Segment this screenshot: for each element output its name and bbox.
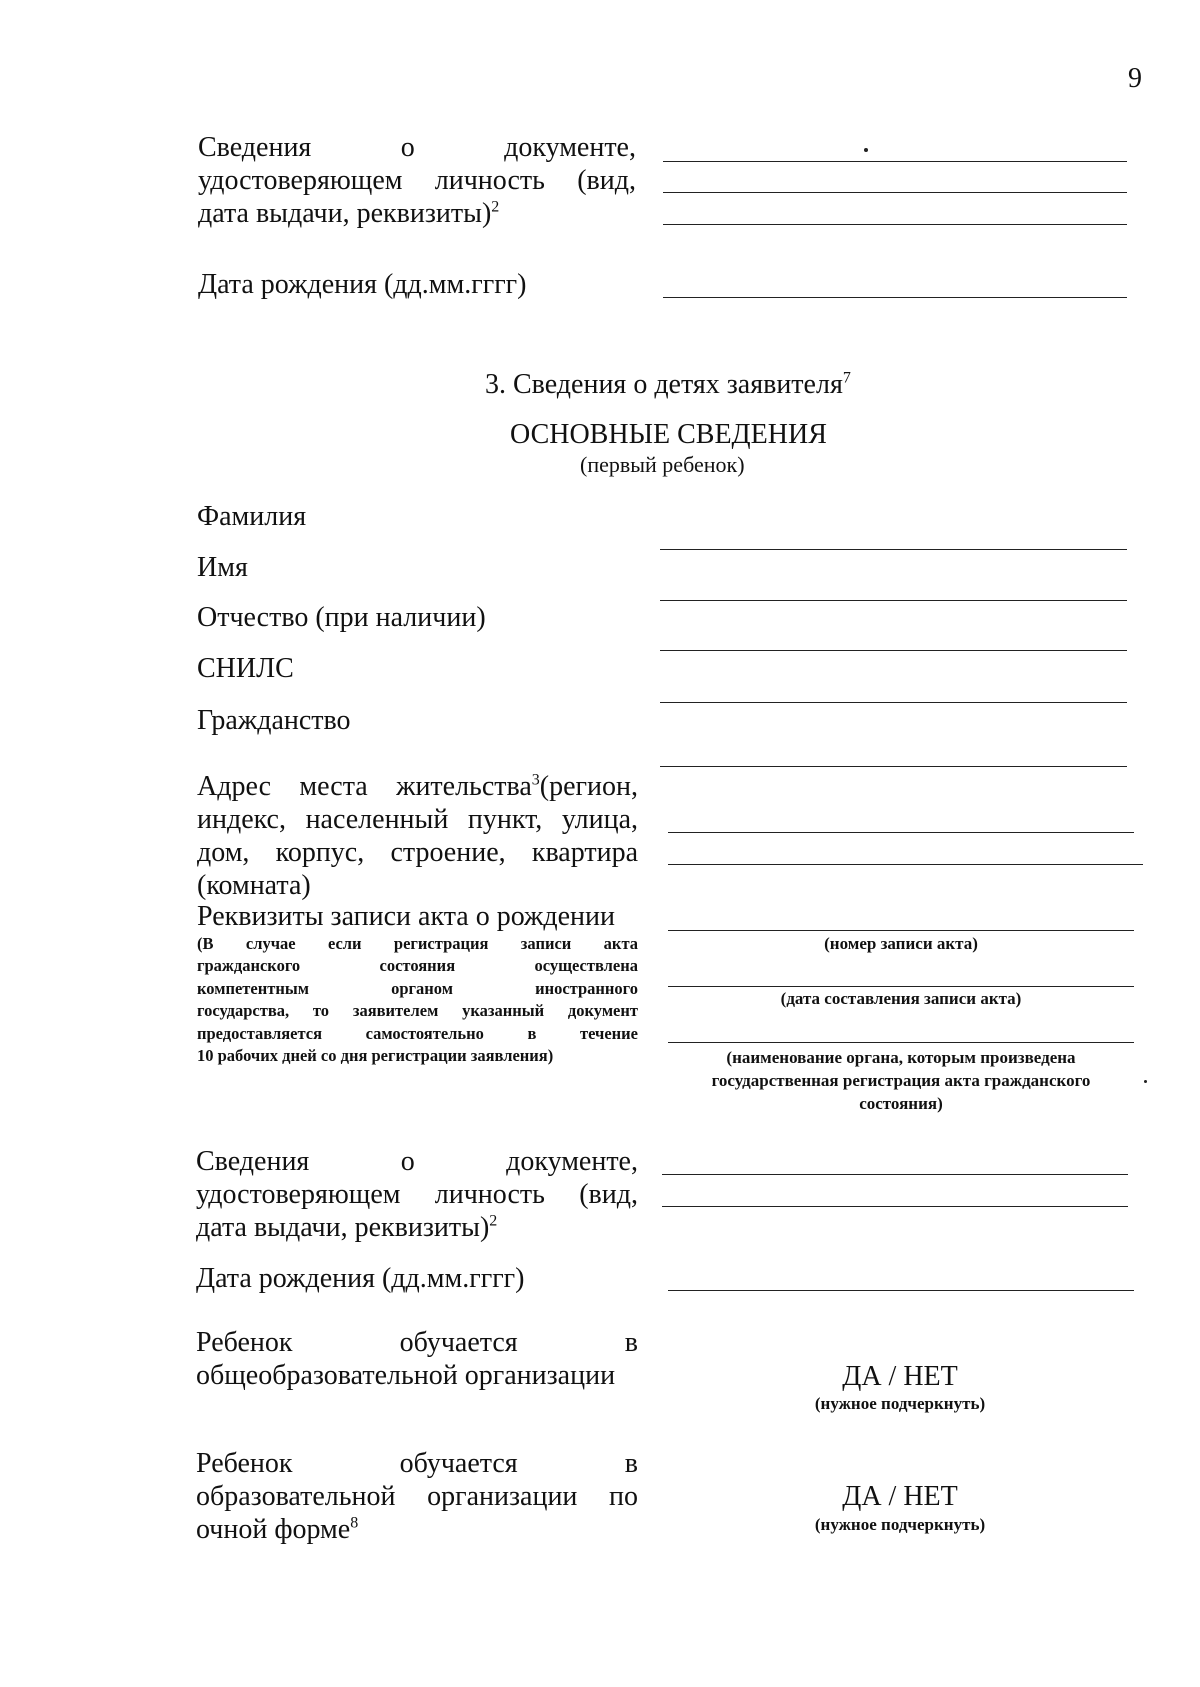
fulltime-question-label xyxy=(196,1447,638,1546)
address-label-line-1: Адрес места жительства$^3$(регион, xyxy=(197,771,638,802)
record-number-input-line[interactable] xyxy=(668,930,1134,931)
birth-date-label: Дата рождения (дд.мм.гггг) xyxy=(198,269,527,300)
page-number: 9 xyxy=(1128,63,1142,94)
birth-record-note-line-4: государства, то заявителем указанный документ xyxy=(197,1001,638,1021)
fulltime-answer-hint: (нужное подчеркнуть) xyxy=(814,1515,986,1534)
stray-mark xyxy=(864,148,868,152)
child-identity-document-label-line-2: удостоверяющем личность (вид, xyxy=(196,1179,638,1210)
identity-document-label-line-2: удостоверяющем личность (вид, xyxy=(198,165,636,196)
child-birth-date-label: Дата рождения (дд.мм.гггг) xyxy=(196,1263,525,1294)
child-identity-document-label-line-3: дата выдачи, реквизиты)$^2$ xyxy=(196,1212,498,1243)
school-answer-hint: (нужное подчеркнуть) xyxy=(814,1394,986,1413)
identity-document-input-line-3[interactable] xyxy=(663,224,1127,225)
address-input-line-2[interactable] xyxy=(668,864,1143,865)
birth-record-note-line-1: (В случае если регистрация записи акта xyxy=(197,934,638,953)
child-identity-document-input-line-2[interactable] xyxy=(662,1206,1128,1207)
address-label xyxy=(197,770,638,902)
record-number-caption: (номер записи акта) xyxy=(824,934,978,953)
fulltime-question-line-1: Ребенок обучается в xyxy=(196,1448,638,1479)
registration-organ-caption-line-2: государственная регистрация акта гражданского xyxy=(711,1071,1091,1090)
birth-record-note-line-2: гражданского состояния осуществлена xyxy=(197,956,638,976)
child-identity-document-label xyxy=(196,1145,638,1244)
patronymic-input-line[interactable] xyxy=(660,650,1127,651)
birth-record-label: Реквизиты записи акта о рождении xyxy=(197,901,615,932)
citizenship-input-line[interactable] xyxy=(660,766,1127,767)
school-question-line-1: Ребенок обучается в xyxy=(196,1327,638,1358)
school-question-label xyxy=(196,1326,638,1392)
registration-organ-caption-line-1: (наименование органа, которым произведена xyxy=(726,1048,1076,1067)
first-child-label: (первый ребенок) xyxy=(580,452,745,477)
record-date-input-line[interactable] xyxy=(668,986,1134,987)
registration-organ-caption-line-3: состояния) xyxy=(859,1094,943,1113)
basic-info-heading: ОСНОВНЫЕ СВЕДЕНИЯ xyxy=(510,419,827,450)
patronymic-label: Отчество (при наличии) xyxy=(197,602,486,633)
school-question-line-2: общеобразовательной организации xyxy=(196,1360,616,1391)
snils-input-line[interactable] xyxy=(660,702,1127,703)
address-input-line-1[interactable] xyxy=(668,832,1134,833)
address-label-line-4: (комната) xyxy=(197,870,311,901)
surname-label: Фамилия xyxy=(197,501,307,532)
name-input-line[interactable] xyxy=(660,600,1127,601)
name-label: Имя xyxy=(197,552,248,583)
registration-organ-input-line[interactable] xyxy=(668,1042,1134,1043)
stray-mark-2 xyxy=(1144,1080,1147,1083)
child-identity-document-label-line-1: Сведения о документе, xyxy=(196,1146,638,1177)
birth-record-note-line-6: 10 рабочих дней со дня регистрации заявления) xyxy=(197,1046,554,1066)
snils-label: СНИЛС xyxy=(197,653,294,684)
fulltime-question-line-3: очной форме$^8$ xyxy=(196,1514,359,1545)
citizenship-label: Гражданство xyxy=(197,705,351,736)
fulltime-answer-options[interactable]: ДА / НЕТ xyxy=(842,1481,958,1512)
birth-date-input-line[interactable] xyxy=(663,297,1127,298)
child-birth-date-input-line[interactable] xyxy=(668,1290,1134,1291)
child-identity-document-input-line-1[interactable] xyxy=(662,1174,1128,1175)
identity-document-label-line-3: дата выдачи, реквизиты)$^2$ xyxy=(198,198,500,229)
birth-record-note-line-3: компетентным органом иностранного xyxy=(197,978,638,998)
address-label-line-2: индекс, населенный пункт, улица, xyxy=(197,804,638,835)
address-label-line-3: дом, корпус, строение, квартира xyxy=(197,837,638,868)
birth-record-note-line-5: предоставляется самостоятельно в течение xyxy=(197,1023,638,1043)
identity-document-label-line-1: Сведения о документе, xyxy=(198,132,636,163)
school-answer-options[interactable]: ДА / НЕТ xyxy=(842,1361,958,1392)
record-date-caption: (дата составления записи акта) xyxy=(780,989,1022,1008)
fulltime-question-line-2: образовательной организации по xyxy=(196,1481,638,1512)
identity-document-input-line-2[interactable] xyxy=(663,192,1127,193)
birth-record-note xyxy=(197,933,638,1067)
identity-document-input-line-1[interactable] xyxy=(663,161,1127,162)
surname-input-line[interactable] xyxy=(660,549,1127,550)
section-3-heading: 3. Сведения о детях заявителя$^7$ xyxy=(485,369,851,400)
registration-organ-caption xyxy=(668,1046,1134,1115)
identity-document-label xyxy=(198,131,636,230)
